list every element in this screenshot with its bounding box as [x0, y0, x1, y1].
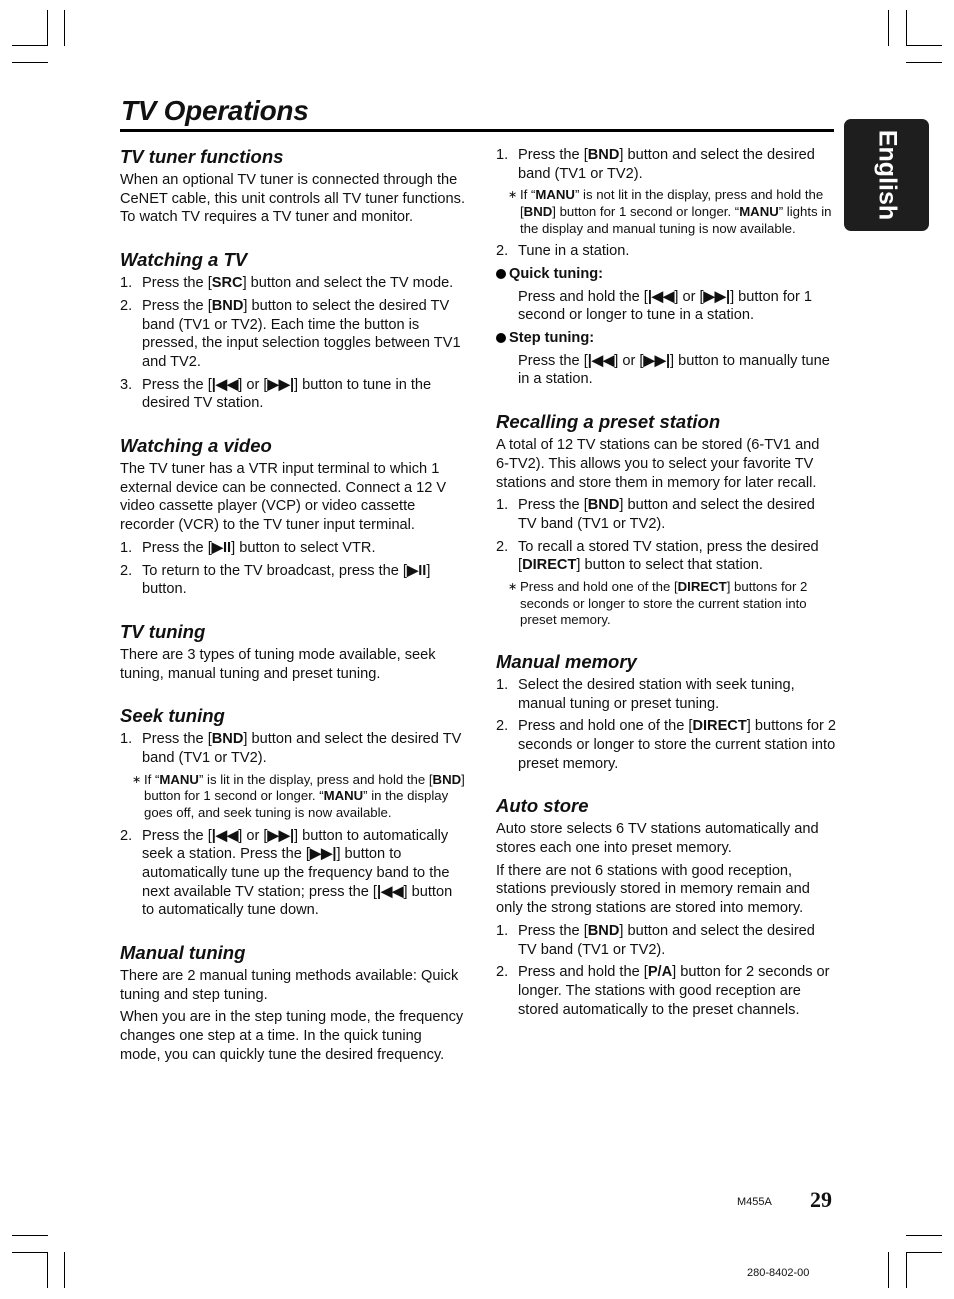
list-item: [496, 496, 836, 533]
list-text: Press the [|◀◀] or [▶▶|] button to tune in the desired TV station.: [142, 376, 432, 412]
list-item: [120, 730, 465, 767]
section-heading: Seek tuning: [120, 705, 225, 727]
crop-mark: [12, 45, 48, 46]
numbered-list: [120, 274, 465, 413]
part-number: 280-8402-00: [747, 1267, 810, 1279]
list-text: Tune in a station.: [518, 243, 630, 260]
list-text: Press the [▶II] button to select VTR.: [142, 539, 376, 556]
paragraph: Auto store selects 6 TV stations automatically and stores each one into preset memory.: [496, 821, 819, 857]
numbered-list: [120, 827, 465, 921]
language-tab: [844, 119, 929, 231]
list-item: [120, 376, 465, 413]
bullet-heading: [496, 329, 836, 348]
crop-mark: [888, 10, 889, 46]
list-item: [120, 297, 465, 372]
list-number: 2.: [120, 297, 133, 314]
right-column: [496, 146, 836, 1041]
list-text: Select the desired station with seek tuning, manual tuning or preset tuning.: [518, 676, 795, 712]
section-auto-store: [496, 795, 836, 1019]
section-heading: TV tuning: [120, 620, 206, 642]
list-item: [120, 274, 465, 293]
list-text: To return to the TV broadcast, press the [▶II] button.: [142, 562, 431, 598]
crop-mark: [64, 10, 65, 46]
numbered-list: [496, 242, 836, 261]
section-heading: Watching a TV: [120, 249, 248, 271]
section-heading: Manual tuning: [120, 942, 246, 964]
note: [508, 187, 836, 237]
list-number: 1.: [120, 275, 133, 292]
page-title: TV Operations: [121, 95, 309, 126]
crop-mark: [888, 1252, 889, 1288]
list-text: To recall a stored TV station, press the desired [DIRECT] button to select that station.: [518, 538, 819, 574]
list-text: Press the [BND] button and select the desired TV band (TV1 or TV2).: [518, 922, 815, 958]
list-number: 2.: [496, 538, 509, 555]
section-tv-tuning: [120, 621, 465, 683]
paragraph: The TV tuner has a VTR input terminal to which 1 external device can be connected. Connect a 12 V video cassette player (VCP) or video cassette recorder (VCR) to the TV tuner input terminal.: [120, 461, 447, 534]
numbered-list: [120, 730, 465, 767]
section-tv-tuner-functions: [120, 146, 465, 227]
section-heading: Auto store: [496, 795, 589, 817]
crop-mark: [906, 1235, 942, 1236]
section-manual-tuning: [120, 942, 465, 1065]
bullet-text: Step tuning:: [509, 330, 595, 346]
list-number: 1.: [496, 676, 509, 693]
list-number: 2.: [496, 243, 509, 260]
list-item: [496, 922, 836, 959]
bullet-text: Quick tuning:: [509, 265, 604, 282]
left-column: [120, 146, 465, 1087]
list-number: 1.: [120, 731, 133, 748]
crop-mark: [906, 62, 942, 63]
note: [132, 772, 465, 822]
list-item: [120, 539, 465, 558]
list-number: 2.: [496, 718, 509, 735]
list-text: Press and hold one of the [DIRECT] buttons for 2 seconds or longer to store the current station into preset memory.: [518, 718, 837, 772]
note: [508, 579, 836, 629]
list-item: [120, 827, 465, 921]
numbered-list: [120, 539, 465, 599]
list-number: 1.: [496, 147, 509, 163]
crop-mark: [906, 10, 907, 46]
list-number: 2.: [496, 964, 509, 981]
list-number: 3.: [120, 376, 133, 393]
bullet-icon: [496, 269, 506, 279]
list-text: Press the [BND] button and select the desired band (TV1 or TV2).: [518, 147, 815, 182]
crop-mark: [906, 1252, 907, 1288]
list-text: Press the [BND] button and select the desired TV band (TV1 or TV2).: [518, 497, 815, 532]
list-number: 2.: [120, 562, 133, 579]
list-item: [496, 963, 836, 1019]
paragraph: When an optional TV tuner is connected through the CeNET cable, this unit controls all TV tuner functions. To watch TV requires a TV tuner and monitor.: [120, 172, 466, 226]
asterisk-icon: ∗: [508, 189, 518, 202]
indented-text: Press the [|◀◀] or [▶▶|] button to manually tune in a station.: [518, 352, 830, 388]
numbered-list: [496, 922, 836, 1020]
list-number: 1.: [120, 539, 133, 556]
title-rule: [120, 129, 834, 132]
list-item: [120, 562, 465, 599]
indented-text: Press and hold the [|◀◀] or [▶▶|] button for 1 second or longer to tune in a station.: [518, 288, 813, 324]
crop-mark: [12, 1235, 48, 1236]
paragraph: There are 3 types of tuning mode available, seek tuning, manual tuning and preset tuning.: [120, 646, 436, 682]
crop-mark: [906, 45, 942, 46]
section-manual-memory: [496, 651, 836, 774]
section-heading: Watching a video: [120, 435, 272, 457]
model-code: M455A: [737, 1196, 772, 1208]
list-item: [496, 538, 836, 575]
asterisk-icon: ∗: [508, 581, 518, 594]
section-heading: Manual memory: [496, 650, 637, 672]
list-item: [496, 242, 836, 261]
list-text: Press the [SRC] button and select the TV mode.: [142, 275, 454, 292]
list-text: Press the [|◀◀] or [▶▶|] button to automatically seek a station. Press the [▶▶|] button to automatically tune up the frequency band to the next available TV station; press the [|◀◀] button to automatically tune down.: [142, 827, 453, 919]
crop-mark: [906, 1252, 942, 1253]
note-text: If “MANU” is not lit in the display, press and hold the [BND] button for 1 second or longer. “MANU” lights in the display and manual tuning is now available.: [520, 187, 832, 236]
section-recalling-a-preset-station: [496, 411, 836, 629]
section-continued: [496, 146, 836, 389]
numbered-list: [496, 146, 836, 183]
paragraph: When you are in the step tuning mode, the frequency changes one step at a time. In the quick tuning mode, you can quickly tune the desired frequency.: [120, 1009, 464, 1063]
bullet-icon: [496, 333, 506, 343]
paragraph: If there are not 6 stations with good reception, stations previously stored in memory remain and only the strong stations are stored into memory.: [496, 862, 810, 917]
list-text: Press and hold the [P/A] button for 2 seconds or longer. The stations with good reception are stored automatically to the preset channels.: [518, 964, 830, 1018]
section-heading: TV tuner functions: [120, 146, 284, 167]
crop-mark: [64, 1252, 65, 1288]
section-watching-a-video: [120, 435, 465, 599]
list-number: 1.: [496, 497, 509, 514]
numbered-list: [496, 676, 836, 774]
bullet-heading: [496, 265, 836, 284]
note-text: If “MANU” is lit in the display, press and hold the [BND] button for 1 second or longer. “MANU” in the display goes off, and seek tuning is now available.: [144, 771, 465, 820]
numbered-list: [496, 496, 836, 575]
paragraph: There are 2 manual tuning methods available: Quick tuning and step tuning.: [120, 968, 459, 1003]
list-text: Press the [BND] button and select the desired TV band (TV1 or TV2).: [142, 731, 462, 767]
asterisk-icon: ∗: [132, 773, 142, 786]
page-number: 29: [810, 1187, 832, 1212]
crop-mark: [47, 10, 48, 46]
crop-mark: [47, 1252, 48, 1288]
section-seek-tuning: [120, 705, 465, 920]
crop-mark: [12, 62, 48, 63]
list-item: [496, 676, 836, 713]
section-watching-a-tv: [120, 249, 465, 413]
list-item: [496, 717, 836, 773]
paragraph: A total of 12 TV stations can be stored (6-TV1 and 6-TV2). This allows you to select your favorite TV stations and store them in memory for later recall.: [496, 437, 820, 491]
section-heading: Recalling a preset station: [496, 411, 721, 433]
list-item: [496, 146, 836, 183]
crop-mark: [12, 1252, 48, 1253]
note-text: Press and hold one of the [DIRECT] buttons for 2 seconds or longer to store the current station into preset memory.: [520, 579, 808, 628]
list-number: 1.: [496, 922, 509, 939]
list-text: Press the [BND] button to select the desired TV band (TV1 or TV2). Each time the button is pressed, the input selection toggles between TV1 and TV2.: [142, 297, 461, 370]
language-tab-label: English: [873, 129, 901, 221]
list-number: 2.: [120, 827, 133, 844]
